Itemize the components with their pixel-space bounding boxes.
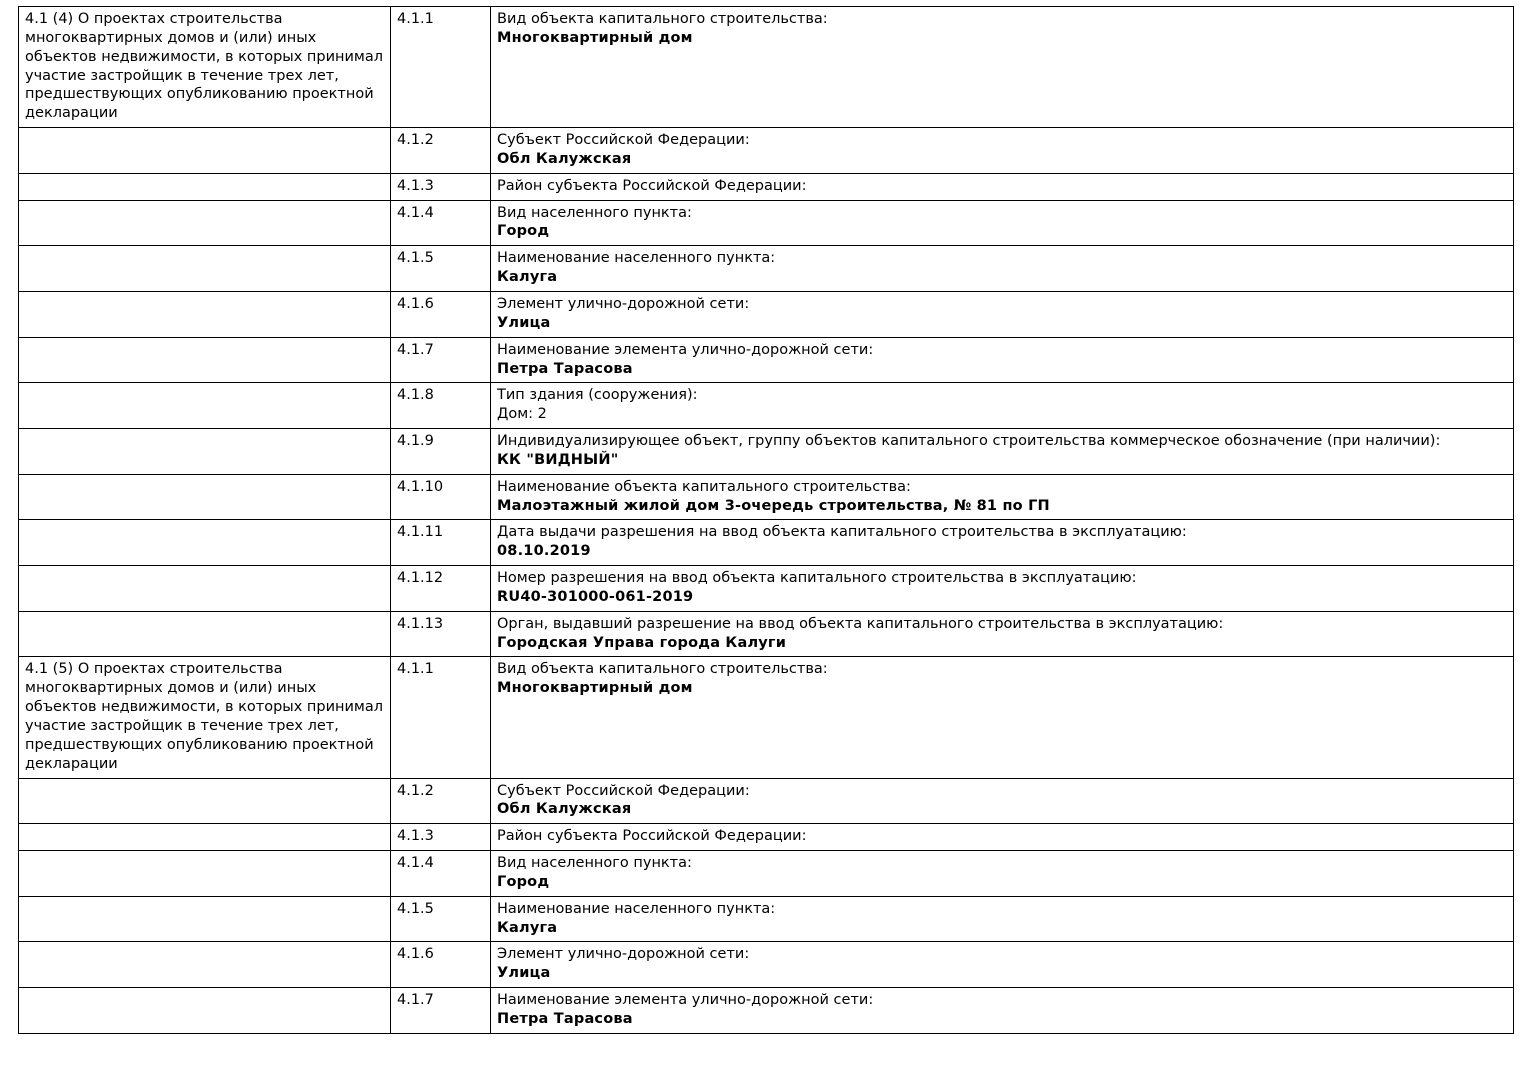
row-code: 4.1.10 (391, 474, 491, 520)
row-value: Петра Тарасова (497, 360, 633, 377)
row-body (491, 173, 1514, 200)
row-body (491, 520, 1514, 566)
row-label: Вид объекта капитального строительства: (497, 661, 828, 678)
row-value: Обл Калужская (497, 801, 632, 818)
row-label: Район субъекта Российской Федерации: (497, 828, 807, 845)
row-value: Обл Калужская (497, 150, 632, 167)
table-row (19, 611, 1514, 657)
row-label: Наименование населенного пункта: (497, 900, 776, 917)
row-body (491, 896, 1514, 942)
table-row (19, 520, 1514, 566)
row-value: Петра Тарасова (497, 1010, 633, 1027)
section-spacer-cell (19, 778, 391, 824)
section-spacer-cell (19, 988, 391, 1034)
table-row (19, 429, 1514, 475)
row-body (491, 246, 1514, 292)
section-spacer-cell (19, 200, 391, 246)
section-spacer-cell (19, 337, 391, 383)
row-value: КК "ВИДНЫЙ" (497, 451, 619, 468)
row-label: Наименование населенного пункта: (497, 250, 776, 267)
row-value: Калуга (497, 919, 558, 936)
row-body (491, 988, 1514, 1034)
row-body (491, 778, 1514, 824)
row-label: Орган, выдавший разрешение на ввод объекта капитального строительства в эксплуатацию: (497, 615, 1224, 632)
section-spacer-cell (19, 474, 391, 520)
row-value: Городская Управа города Калуги (497, 634, 787, 651)
row-label: Вид объекта капитального строительства: (497, 11, 828, 27)
row-value: Улица (497, 314, 551, 331)
table-row (19, 474, 1514, 520)
row-body (491, 7, 1514, 128)
section-spacer-cell (19, 128, 391, 174)
row-label: Номер разрешения на ввод объекта капитального строительства в эксплуатацию: (497, 570, 1137, 587)
table-row (19, 988, 1514, 1034)
row-body (491, 128, 1514, 174)
row-value: RU40-301000-061-2019 (497, 588, 694, 605)
section-spacer-cell (19, 246, 391, 292)
row-code: 4.1.3 (391, 824, 491, 851)
table-row (19, 824, 1514, 851)
row-code: 4.1.1 (391, 657, 491, 778)
row-code: 4.1.6 (391, 942, 491, 988)
table-row (19, 778, 1514, 824)
row-code: 4.1.1 (391, 7, 491, 128)
row-body (491, 566, 1514, 612)
section-title-text: 4.1 (5) О проектах строительства многоквартирных домов и (или) иных объектов недвижимости, в которых принимал участие застройщик в течение трех лет, предшествующих опубликованию проектной декларации (25, 661, 384, 772)
row-body (491, 429, 1514, 475)
row-label: Вид населенного пункта: (497, 855, 692, 872)
row-code: 4.1.7 (391, 337, 491, 383)
row-body (491, 474, 1514, 520)
row-code: 4.1.3 (391, 173, 491, 200)
row-code: 4.1.4 (391, 851, 491, 897)
declaration-table (18, 6, 1514, 1034)
section-title-text: 4.1 (4) О проектах строительства многоквартирных домов и (или) иных объектов недвижимости, в которых принимал участие застройщик в течение трех лет, предшествующих опубликованию проектной декларации (25, 11, 384, 122)
row-body (491, 657, 1514, 778)
declaration-table-body (19, 7, 1514, 1034)
row-code: 4.1.4 (391, 200, 491, 246)
row-code: 4.1.9 (391, 429, 491, 475)
row-code: 4.1.2 (391, 778, 491, 824)
row-code: 4.1.8 (391, 383, 491, 429)
section-spacer-cell (19, 942, 391, 988)
row-label: Наименование элемента улично-дорожной сети: (497, 341, 874, 358)
row-label: Район субъекта Российской Федерации: (497, 177, 807, 194)
row-value: Дом: 2 (497, 406, 547, 423)
row-body (491, 383, 1514, 429)
section-spacer-cell (19, 896, 391, 942)
section-spacer-cell (19, 291, 391, 337)
row-code: 4.1.12 (391, 566, 491, 612)
table-row (19, 942, 1514, 988)
table-row (19, 7, 1514, 128)
table-row (19, 173, 1514, 200)
row-code: 4.1.5 (391, 896, 491, 942)
row-body (491, 611, 1514, 657)
table-row (19, 337, 1514, 383)
section-spacer-cell (19, 824, 391, 851)
row-label: Наименование элемента улично-дорожной сети: (497, 992, 874, 1009)
row-label: Вид населенного пункта: (497, 204, 692, 221)
row-label: Дата выдачи разрешения на ввод объекта капитального строительства в эксплуатацию: (497, 524, 1187, 541)
table-row (19, 657, 1514, 778)
row-value: Город (497, 223, 550, 240)
section-spacer-cell (19, 611, 391, 657)
row-body (491, 942, 1514, 988)
section-spacer-cell (19, 520, 391, 566)
section-spacer-cell (19, 566, 391, 612)
table-row (19, 246, 1514, 292)
row-code: 4.1.2 (391, 128, 491, 174)
row-label: Субъект Российской Федерации: (497, 132, 750, 149)
table-row (19, 383, 1514, 429)
table-row (19, 851, 1514, 897)
row-body (491, 291, 1514, 337)
section-title-cell (19, 657, 391, 778)
row-code: 4.1.13 (391, 611, 491, 657)
table-row (19, 566, 1514, 612)
section-spacer-cell (19, 851, 391, 897)
row-code: 4.1.5 (391, 246, 491, 292)
row-value: 08.10.2019 (497, 543, 591, 560)
table-row (19, 896, 1514, 942)
section-title-cell (19, 7, 391, 128)
row-value: Улица (497, 965, 551, 982)
row-label: Тип здания (сооружения): (497, 387, 698, 404)
row-label: Наименование объекта капитального строительства: (497, 478, 911, 495)
section-spacer-cell (19, 429, 391, 475)
row-code: 4.1.11 (391, 520, 491, 566)
row-label: Индивидуализирующее объект, группу объектов капитального строительства коммерческое обозначение (при наличии): (497, 433, 1441, 450)
row-body (491, 824, 1514, 851)
row-label: Субъект Российской Федерации: (497, 782, 750, 799)
row-code: 4.1.6 (391, 291, 491, 337)
row-value: Многоквартирный дом (497, 29, 693, 46)
section-spacer-cell (19, 383, 391, 429)
table-row (19, 128, 1514, 174)
row-body (491, 337, 1514, 383)
row-value: Город (497, 873, 550, 890)
table-row (19, 291, 1514, 337)
table-row (19, 200, 1514, 246)
row-value: Малоэтажный жилой дом 3-очередь строительства, № 81 по ГП (497, 497, 1050, 514)
row-code: 4.1.7 (391, 988, 491, 1034)
row-label: Элемент улично-дорожной сети: (497, 946, 750, 963)
row-body (491, 851, 1514, 897)
row-value: Многоквартирный дом (497, 680, 693, 697)
row-value: Калуга (497, 269, 558, 286)
row-body (491, 200, 1514, 246)
row-label: Элемент улично-дорожной сети: (497, 295, 750, 312)
section-spacer-cell (19, 173, 391, 200)
